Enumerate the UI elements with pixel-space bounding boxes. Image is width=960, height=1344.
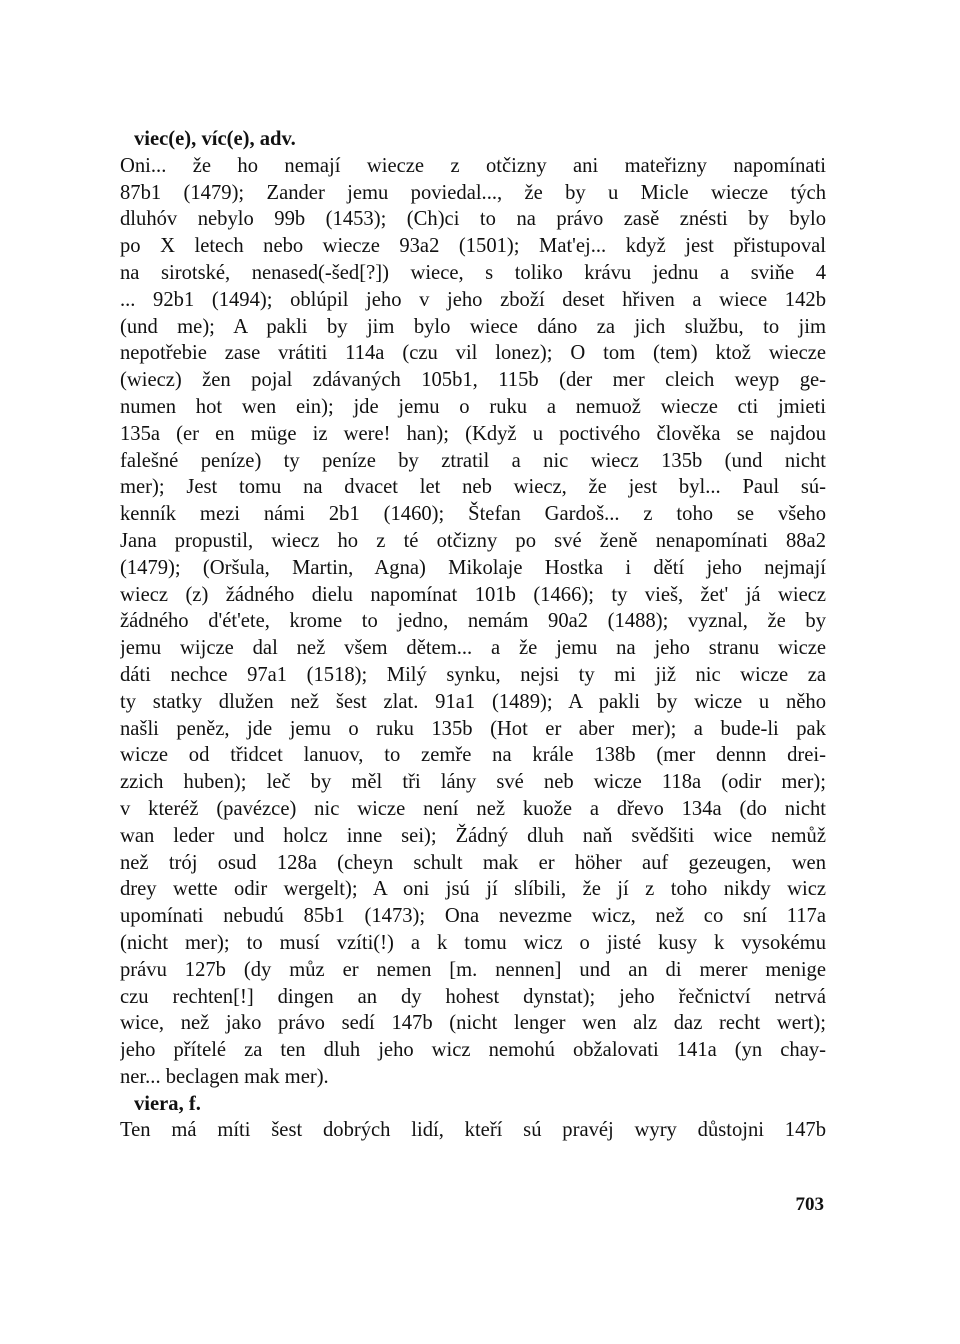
text-line: zzich huben); leč by měl tři lány své neb wicze 118a (odir mer); [120,771,826,794]
text-line: ... 92b1 (1494); oblúpil jeho v jeho zboží deset hřiven a wiece 142b [120,288,826,311]
text-line: jemu wijcze dal než všem dětem... a že jemu na jeho stranu wicze [120,637,826,660]
text-line: dluhóv nebylo 99b (1453); (Ch)ci to na právo zasě znésti by bylo [120,208,826,231]
text-line: (und me); A pakli by jim bylo wiece dáno za jich službu, to jim [120,315,826,338]
text-line: nepotřebie zase vrátiti 114a (czu vil lonez); O tom (tem) ktož wiecze [120,342,826,365]
page-body [120,126,826,1144]
text-line: wice, než jako právo sedí 147b (nicht lenger wen alz daz recht wert); [120,1012,826,1035]
text-line: wicze od třidcet lanuov, to zemře na krále 138b (mer dennn drei- [120,744,826,767]
text-line: právu 127b (dy můz er nemen [m. nennen] und an di merer menige [120,958,826,981]
text-line: Oni... že ho nemají wiecze z otčizny ani mateřizny napomínati [120,154,826,177]
text-line: našli peněz, jde jemu o ruku 135b (Hot er aber mer); a bude-li pak [120,717,826,740]
text-line: Jana propustil, wiecz ho z té otčizny po své ženě nenapomínati 88a2 [120,529,826,552]
text-line: jeho přítelé za ten dluh jeho wicz nemohú obžalovati 141a (yn chay- [120,1039,826,1062]
text-line: mer); Jest tomu na dvacet let neb wiecz, že jest byl... Paul sú- [120,476,826,499]
text-line: falešné peníze) ty peníze by ztratil a nic wiecz 135b (und nicht [120,449,826,472]
entry-body [120,153,826,1091]
page-number: 703 [795,1194,824,1215]
text-line: 87b1 (1479); Zander jemu poviedal..., že by u Micle wiecze tých [120,181,826,204]
entry-headword: viera, f. [134,1092,201,1115]
text-line: (1479); (Oršula, Martin, Agna) Mikolaje Hostka i dětí jeho nejmají [120,556,826,579]
text-line: na sirotské, nenased(-šed[?]) wiece, s toliko krávu jednu a sviňe 4 [120,261,826,284]
text-line: wan leder und holcz inne sei); Žádný dluh naň svědšiti wice nemůž [120,824,826,847]
entry-headword: viec(e), víc(e), adv. [134,128,296,150]
text-line: Ten má míti šest dobrých lidí, kteří sú pravéj wyry důstojni 147b [120,1119,826,1142]
text-line: czu rechten[!] dingen an dy hohest dynstat); jeho řečnictví netrvá [120,985,826,1008]
text-line: numen hot wen ein); jde jemu o ruku a nemuož wiecze cti jmieti [120,395,826,418]
entry-body [120,1117,826,1144]
text-line: 135a (er en müge iz were! han); (Když u poctivého člověka se najdou [120,422,826,445]
text-line: (nicht mer); to musí vzíti(!) a k tomu wicz o jisté kusy k vysokému [120,931,826,954]
text-line: než trój osud 128a (cheyn schult mak er höher auf gezeugen, wen [120,851,826,874]
text-line: ty statky dlužen než šest zlat. 91a1 (1489); A pakli by wicze u něho [120,690,826,713]
text-line: po X letech nebo wiecze 93a2 (1501); Mat'ej... když jest přistupoval [120,235,826,258]
text-line: dáti nechce 97a1 (1518); Milý synku, nejsi ty mi již nic wicze za [120,663,826,686]
text-line: kenník mezi námi 2b1 (1460); Štefan Gardoš... z toho se všeho [120,503,826,526]
text-line: ner... beclagen mak mer). [120,1065,329,1088]
text-line: (wiecz) žen pojal zdávaných 105b1, 115b (der mer cleich weyp ge- [120,369,826,392]
text-line: drey wette odir wergelt); A oni jsú jí slíbili, že jí z toho nikdy wicz [120,878,826,901]
text-line: upomínati nebudú 85b1 (1473); Ona nevezme wicz, než co sní 117a [120,905,826,928]
text-line: žádného d'ét'ete, krome to jedno, nemám 90a2 (1488); vyznal, že by [120,610,826,633]
text-line: wiecz (z) žádného dielu napomínat 101b (1466); ty vieš, žet' já wiecz [120,583,826,606]
text-line: v kteréž (pavézce) nic wicze není než kuože a dřevo 134a (do nicht [120,797,826,820]
